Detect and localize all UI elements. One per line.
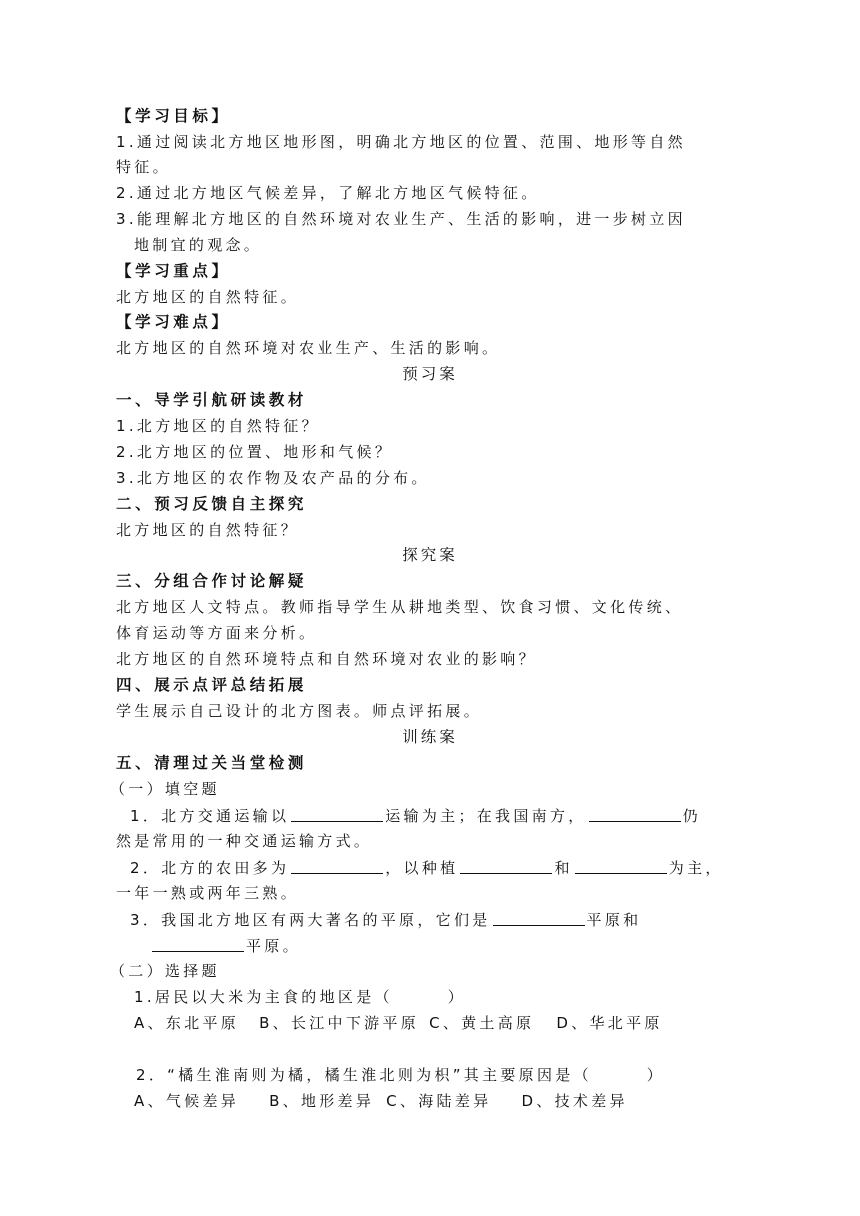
fill-1-part-a: 1．北方交通运输以 <box>130 807 290 825</box>
section-2-text: 北方地区的自然特征？ <box>116 521 300 539</box>
choice-1-option-d[interactable]: D、华北平原 <box>556 1014 663 1032</box>
choice-heading: （二）选择题 <box>110 962 220 980</box>
choice-question-1-options <box>134 1013 663 1033</box>
difficulties-heading: 【学习难点】 <box>116 313 231 331</box>
fill-2-blank-1[interactable] <box>291 857 383 874</box>
fill-question-2 <box>130 857 724 878</box>
objective-3-line-2: 地制宜的观念。 <box>134 236 263 254</box>
choice-question-1: 1.居民以大米为主食的地区是（ ） <box>134 988 467 1006</box>
fill-question-3-line-2 <box>152 935 301 956</box>
fill-3-blank-1[interactable] <box>493 909 585 926</box>
objective-1-line-1: 1.通过阅读北方地区地形图，明确北方地区的位置、范围、地形等自然 <box>116 133 686 151</box>
choice-question-2-options <box>134 1091 628 1111</box>
choice-2-option-b[interactable]: B、地形差异 <box>269 1092 375 1110</box>
fill-3-part-c: 平原。 <box>246 937 301 955</box>
fill-question-2-line-2: 一年一熟或两年三熟。 <box>116 884 300 902</box>
fill-question-3 <box>130 909 641 930</box>
key-points-heading: 【学习重点】 <box>116 262 231 280</box>
preview-question-2: 2.北方地区的位置、地形和气候？ <box>116 443 394 461</box>
fill-2-blank-2[interactable] <box>460 857 552 874</box>
section-4-heading: 四、展示点评总结拓展 <box>116 676 308 694</box>
fill-1-part-c: 仍 <box>682 807 701 825</box>
training-title: 训练案 <box>402 728 458 746</box>
fill-1-blank-2[interactable] <box>589 805 681 822</box>
choice-2-option-d[interactable]: D、技术差异 <box>521 1092 628 1110</box>
objectives-heading: 【学习目标】 <box>116 107 231 125</box>
section-5-heading: 五、清理过关当堂检测 <box>116 754 308 772</box>
objective-1-line-2: 特征。 <box>116 158 171 176</box>
explore-title: 探究案 <box>402 546 458 564</box>
fill-question-1-line-2: 然是常用的一种交通运输方式。 <box>116 832 373 850</box>
explore-line-1: 北方地区人文特点。教师指导学生从耕地类型、饮食习惯、文化传统、 <box>116 598 684 616</box>
choice-1-option-b[interactable]: B、长江中下游平原 <box>259 1014 420 1032</box>
choice-2-option-a[interactable]: A、气候差异 <box>134 1092 240 1110</box>
fill-2-part-c: 和 <box>554 859 573 877</box>
section-3-heading: 三、分组合作讨论解疑 <box>116 572 308 590</box>
fill-2-part-a: 2．北方的农田多为 <box>130 859 290 877</box>
explore-line-3: 北方地区的自然环境特点和自然环境对农业的影响？ <box>116 650 537 668</box>
fill-3-part-b: 平原和 <box>586 911 642 929</box>
objective-2: 2.通过北方地区气候差异，了解北方地区气候特征。 <box>116 184 540 202</box>
fill-2-blank-3[interactable] <box>575 857 667 874</box>
choice-1-option-a[interactable]: A、东北平原 <box>134 1014 240 1032</box>
preview-title: 预习案 <box>402 365 458 383</box>
fill-2-part-b: ，以种植 <box>385 859 459 877</box>
fill-2-part-d: 为主， <box>668 859 724 877</box>
fill-in-heading: （一）填空题 <box>110 780 220 798</box>
fill-1-blank-1[interactable] <box>291 805 383 822</box>
choice-question-2: 2．“橘生淮南则为橘，橘生淮北则为枳”其主要原因是（ ） <box>136 1066 666 1084</box>
explore-line-4: 学生展示自己设计的北方图表。师点评拓展。 <box>116 702 483 720</box>
fill-3-blank-2[interactable] <box>152 935 244 952</box>
fill-3-part-a: 3．我国北方地区有两大著名的平原，它们是 <box>130 911 491 929</box>
difficulties-text: 北方地区的自然环境对农业生产、生活的影响。 <box>116 339 501 357</box>
choice-2-option-c[interactable]: C、海陆差异 <box>386 1092 492 1110</box>
key-points-text: 北方地区的自然特征。 <box>116 288 300 306</box>
objective-3-line-1: 3.能理解北方地区的自然环境对农业生产、生活的影响，进一步树立因 <box>116 210 686 228</box>
fill-1-part-b: 运输为主；在我国南方， <box>385 807 587 825</box>
section-2-heading: 二、预习反馈自主探究 <box>116 495 308 513</box>
choice-1-option-c[interactable]: C、黄土高原 <box>429 1014 535 1032</box>
preview-question-1: 1.北方地区的自然特征？ <box>116 417 320 435</box>
preview-question-3: 3.北方地区的农作物及农产品的分布。 <box>116 469 430 487</box>
fill-question-1 <box>130 805 701 826</box>
explore-line-2: 体育运动等方面来分析。 <box>116 624 318 642</box>
section-1-heading: 一、导学引航研读教材 <box>116 391 308 409</box>
